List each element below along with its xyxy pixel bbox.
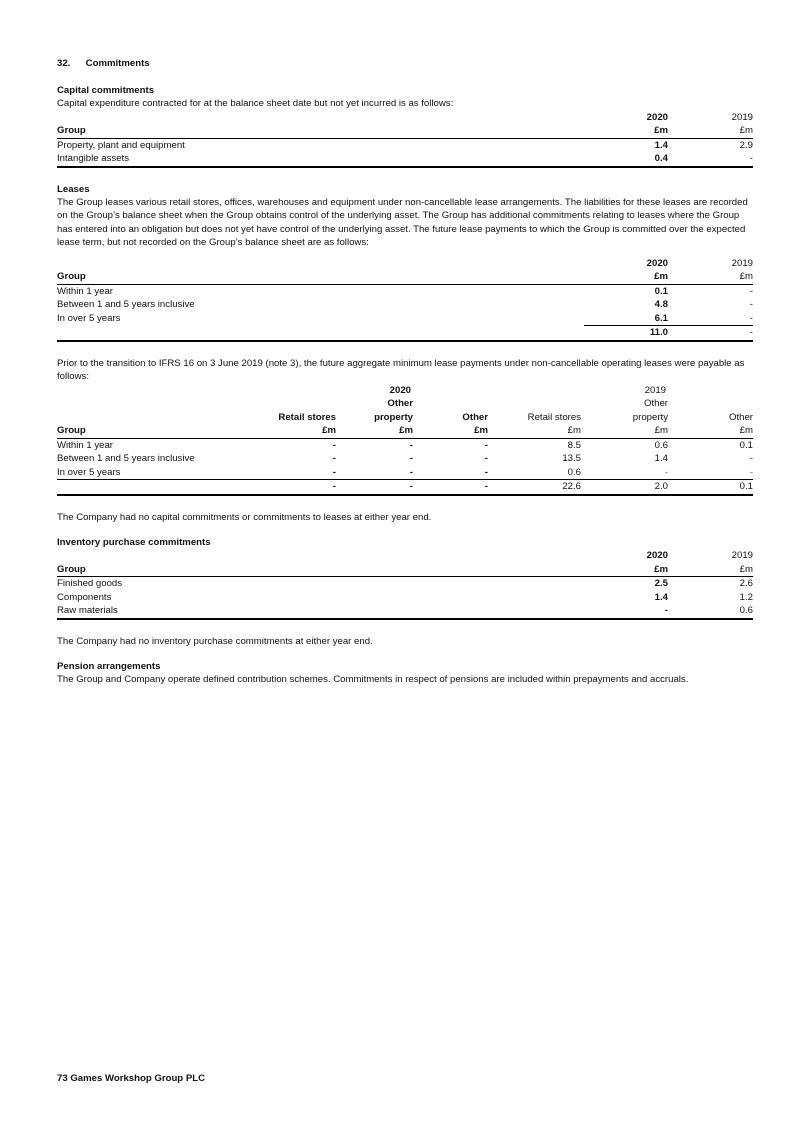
capital-group-label: Group bbox=[57, 124, 584, 138]
row-label: Intangible assets bbox=[57, 153, 129, 164]
col-unit: £m bbox=[249, 424, 336, 438]
col-unit: £m bbox=[336, 424, 413, 438]
col-header: Other bbox=[462, 411, 488, 423]
leases-table bbox=[57, 257, 753, 342]
row-label: Between 1 and 5 years inclusive bbox=[57, 299, 195, 310]
inventory-note: The Company had no inventory purchase commitments at either year end. bbox=[57, 635, 373, 647]
row-value-2019: 0.6 bbox=[739, 605, 753, 616]
row-value-2020: 6.1 bbox=[654, 312, 668, 324]
capital-table bbox=[57, 111, 753, 168]
cell: - bbox=[409, 466, 413, 478]
row-value-2020: 4.8 bbox=[654, 299, 668, 310]
cell: - bbox=[409, 439, 413, 451]
cell: 1.4 bbox=[654, 453, 668, 464]
row-value-2019: 1.2 bbox=[739, 591, 753, 603]
capital-year-2020: 2020 bbox=[646, 111, 668, 123]
total-cell: 2.0 bbox=[581, 480, 668, 495]
table-row bbox=[57, 577, 753, 591]
total-row bbox=[57, 326, 753, 341]
cell: - bbox=[332, 453, 336, 464]
col-unit: £m bbox=[668, 424, 753, 438]
row-value-2020: 0.1 bbox=[654, 285, 668, 297]
inventory-unit-2020: £m bbox=[584, 563, 668, 577]
inventory-year-2020: 2020 bbox=[646, 550, 668, 561]
col-unit: £m bbox=[413, 424, 488, 438]
table-row bbox=[57, 298, 753, 312]
cell: 13.5 bbox=[562, 453, 581, 464]
cell: - bbox=[332, 466, 336, 478]
col-header: property bbox=[632, 411, 668, 423]
col-header: Retail stores bbox=[527, 411, 581, 423]
total-cell: 0.1 bbox=[668, 480, 753, 495]
cell: 0.1 bbox=[739, 439, 753, 451]
page-footer: 73 Games Workshop Group PLC bbox=[57, 1073, 206, 1084]
section-title-text: Commitments bbox=[85, 58, 150, 69]
cell: 8.5 bbox=[567, 439, 581, 451]
row-label: Within 1 year bbox=[57, 439, 113, 451]
row-label: Components bbox=[57, 591, 112, 603]
row-value-2019: - bbox=[749, 299, 753, 310]
pension-text: The Group and Company operate defined contribution schemes. Commitments in respect of pensions are included within prepayments and accruals. bbox=[57, 674, 689, 685]
table-row bbox=[57, 438, 753, 452]
row-value-2019: 2.9 bbox=[739, 139, 753, 151]
row-label: In over 5 years bbox=[57, 312, 121, 324]
leases-year-2020: 2020 bbox=[646, 257, 668, 269]
row-value-2020: 1.4 bbox=[654, 139, 668, 151]
leases-unit-2019: £m bbox=[668, 270, 753, 284]
ifrs-group-label: Group bbox=[57, 424, 249, 438]
cell: - bbox=[664, 466, 668, 478]
cell: - bbox=[484, 453, 488, 464]
table-row bbox=[57, 452, 753, 466]
inventory-year-2019: 2019 bbox=[731, 550, 753, 561]
table-row bbox=[57, 604, 753, 619]
row-label: Within 1 year bbox=[57, 285, 113, 297]
row-label: Property, plant and equipment bbox=[57, 139, 185, 151]
row-value-2020: 1.4 bbox=[654, 591, 668, 603]
pension-heading: Pension arrangements bbox=[57, 661, 161, 672]
row-value-2020: 0.4 bbox=[654, 153, 668, 164]
col-header: property bbox=[374, 411, 413, 423]
col-unit: £m bbox=[581, 424, 668, 438]
total-cell: - bbox=[336, 480, 413, 495]
leases-heading: Leases bbox=[57, 183, 90, 195]
table-row bbox=[57, 138, 753, 152]
section-title bbox=[57, 57, 753, 71]
cell: - bbox=[484, 466, 488, 478]
cell: - bbox=[749, 453, 753, 464]
capital-unit-2019: £m bbox=[668, 124, 753, 138]
table-row bbox=[57, 312, 753, 326]
ifrs-table bbox=[57, 384, 753, 496]
row-value-2020: 2.5 bbox=[654, 578, 668, 589]
row-value-2019: 2.6 bbox=[739, 578, 753, 589]
cell: - bbox=[332, 439, 336, 451]
row-value-2019: - bbox=[749, 285, 753, 297]
inventory-heading: Inventory purchase commitments bbox=[57, 537, 211, 548]
cell: - bbox=[409, 453, 413, 464]
total-cell: - bbox=[249, 480, 336, 495]
cell: - bbox=[749, 466, 753, 478]
row-label: Finished goods bbox=[57, 578, 123, 589]
company-note: The Company had no capital commitments or commitments to leases at either year end. bbox=[57, 511, 432, 523]
capital-intro: Capital expenditure contracted for at the balance sheet date but not yet incurred is as follows: bbox=[57, 98, 454, 109]
capital-heading: Capital commitments bbox=[57, 85, 155, 96]
row-label: In over 5 years bbox=[57, 466, 121, 478]
capital-year-2019: 2019 bbox=[731, 111, 753, 123]
table-row bbox=[57, 284, 753, 298]
ifrs-other-2020: Other bbox=[387, 398, 413, 409]
inventory-unit-2019: £m bbox=[668, 563, 753, 577]
inventory-table bbox=[57, 549, 753, 620]
leases-year-2019: 2019 bbox=[731, 257, 753, 269]
ifrs-year-2020: 2020 bbox=[389, 384, 411, 396]
col-unit: £m bbox=[488, 424, 581, 438]
total-row bbox=[57, 480, 753, 495]
col-header: Retail stores bbox=[278, 411, 336, 423]
ifrs-text: Prior to the transition to IFRS 16 on 3 June 2019 (note 3), the future aggregate minimum lease payments under non-cancellable operating leases were payable as follows: bbox=[57, 357, 745, 382]
table-row bbox=[57, 466, 753, 480]
row-value-2019: - bbox=[749, 153, 753, 164]
cell: - bbox=[484, 439, 488, 451]
total-cell: - bbox=[413, 480, 488, 495]
row-value-2020: - bbox=[664, 605, 668, 616]
page-content bbox=[57, 57, 753, 687]
table-row bbox=[57, 591, 753, 605]
col-header: Other bbox=[729, 411, 753, 423]
ifrs-year-2019: 2019 bbox=[644, 384, 666, 396]
total-cell: 22.6 bbox=[488, 480, 581, 495]
leases-text: The Group leases various retail stores, offices, warehouses and equipment under non-cancellable lease arrangements. The liabilities for these leases are recorded on the Group’s balance sheet when the Group obtains control of the underlying asset. The Group has additional commitments relating to leases where the Group has entered into an obligation but does not yet have control of the underlying asset. The future lease payments to which the Group is committed over the expected lease term, but not recorded on the Group’s balance sheet are as follows: bbox=[57, 196, 748, 248]
leases-unit-2020: £m bbox=[584, 270, 668, 284]
leases-group-label: Group bbox=[57, 270, 584, 284]
inventory-group-label: Group bbox=[57, 563, 584, 577]
section-number: 32. bbox=[57, 58, 71, 69]
total-value-2020: 11.0 bbox=[584, 326, 668, 341]
ifrs-other-2019: Other bbox=[644, 398, 668, 409]
row-label: Between 1 and 5 years inclusive bbox=[57, 453, 195, 464]
row-label: Raw materials bbox=[57, 605, 118, 616]
row-value-2019: - bbox=[749, 312, 753, 324]
cell: 0.6 bbox=[567, 466, 581, 478]
capital-unit-2020: £m bbox=[584, 124, 668, 138]
cell: 0.6 bbox=[654, 439, 668, 451]
total-value-2019: - bbox=[668, 326, 753, 341]
table-row bbox=[57, 152, 753, 167]
